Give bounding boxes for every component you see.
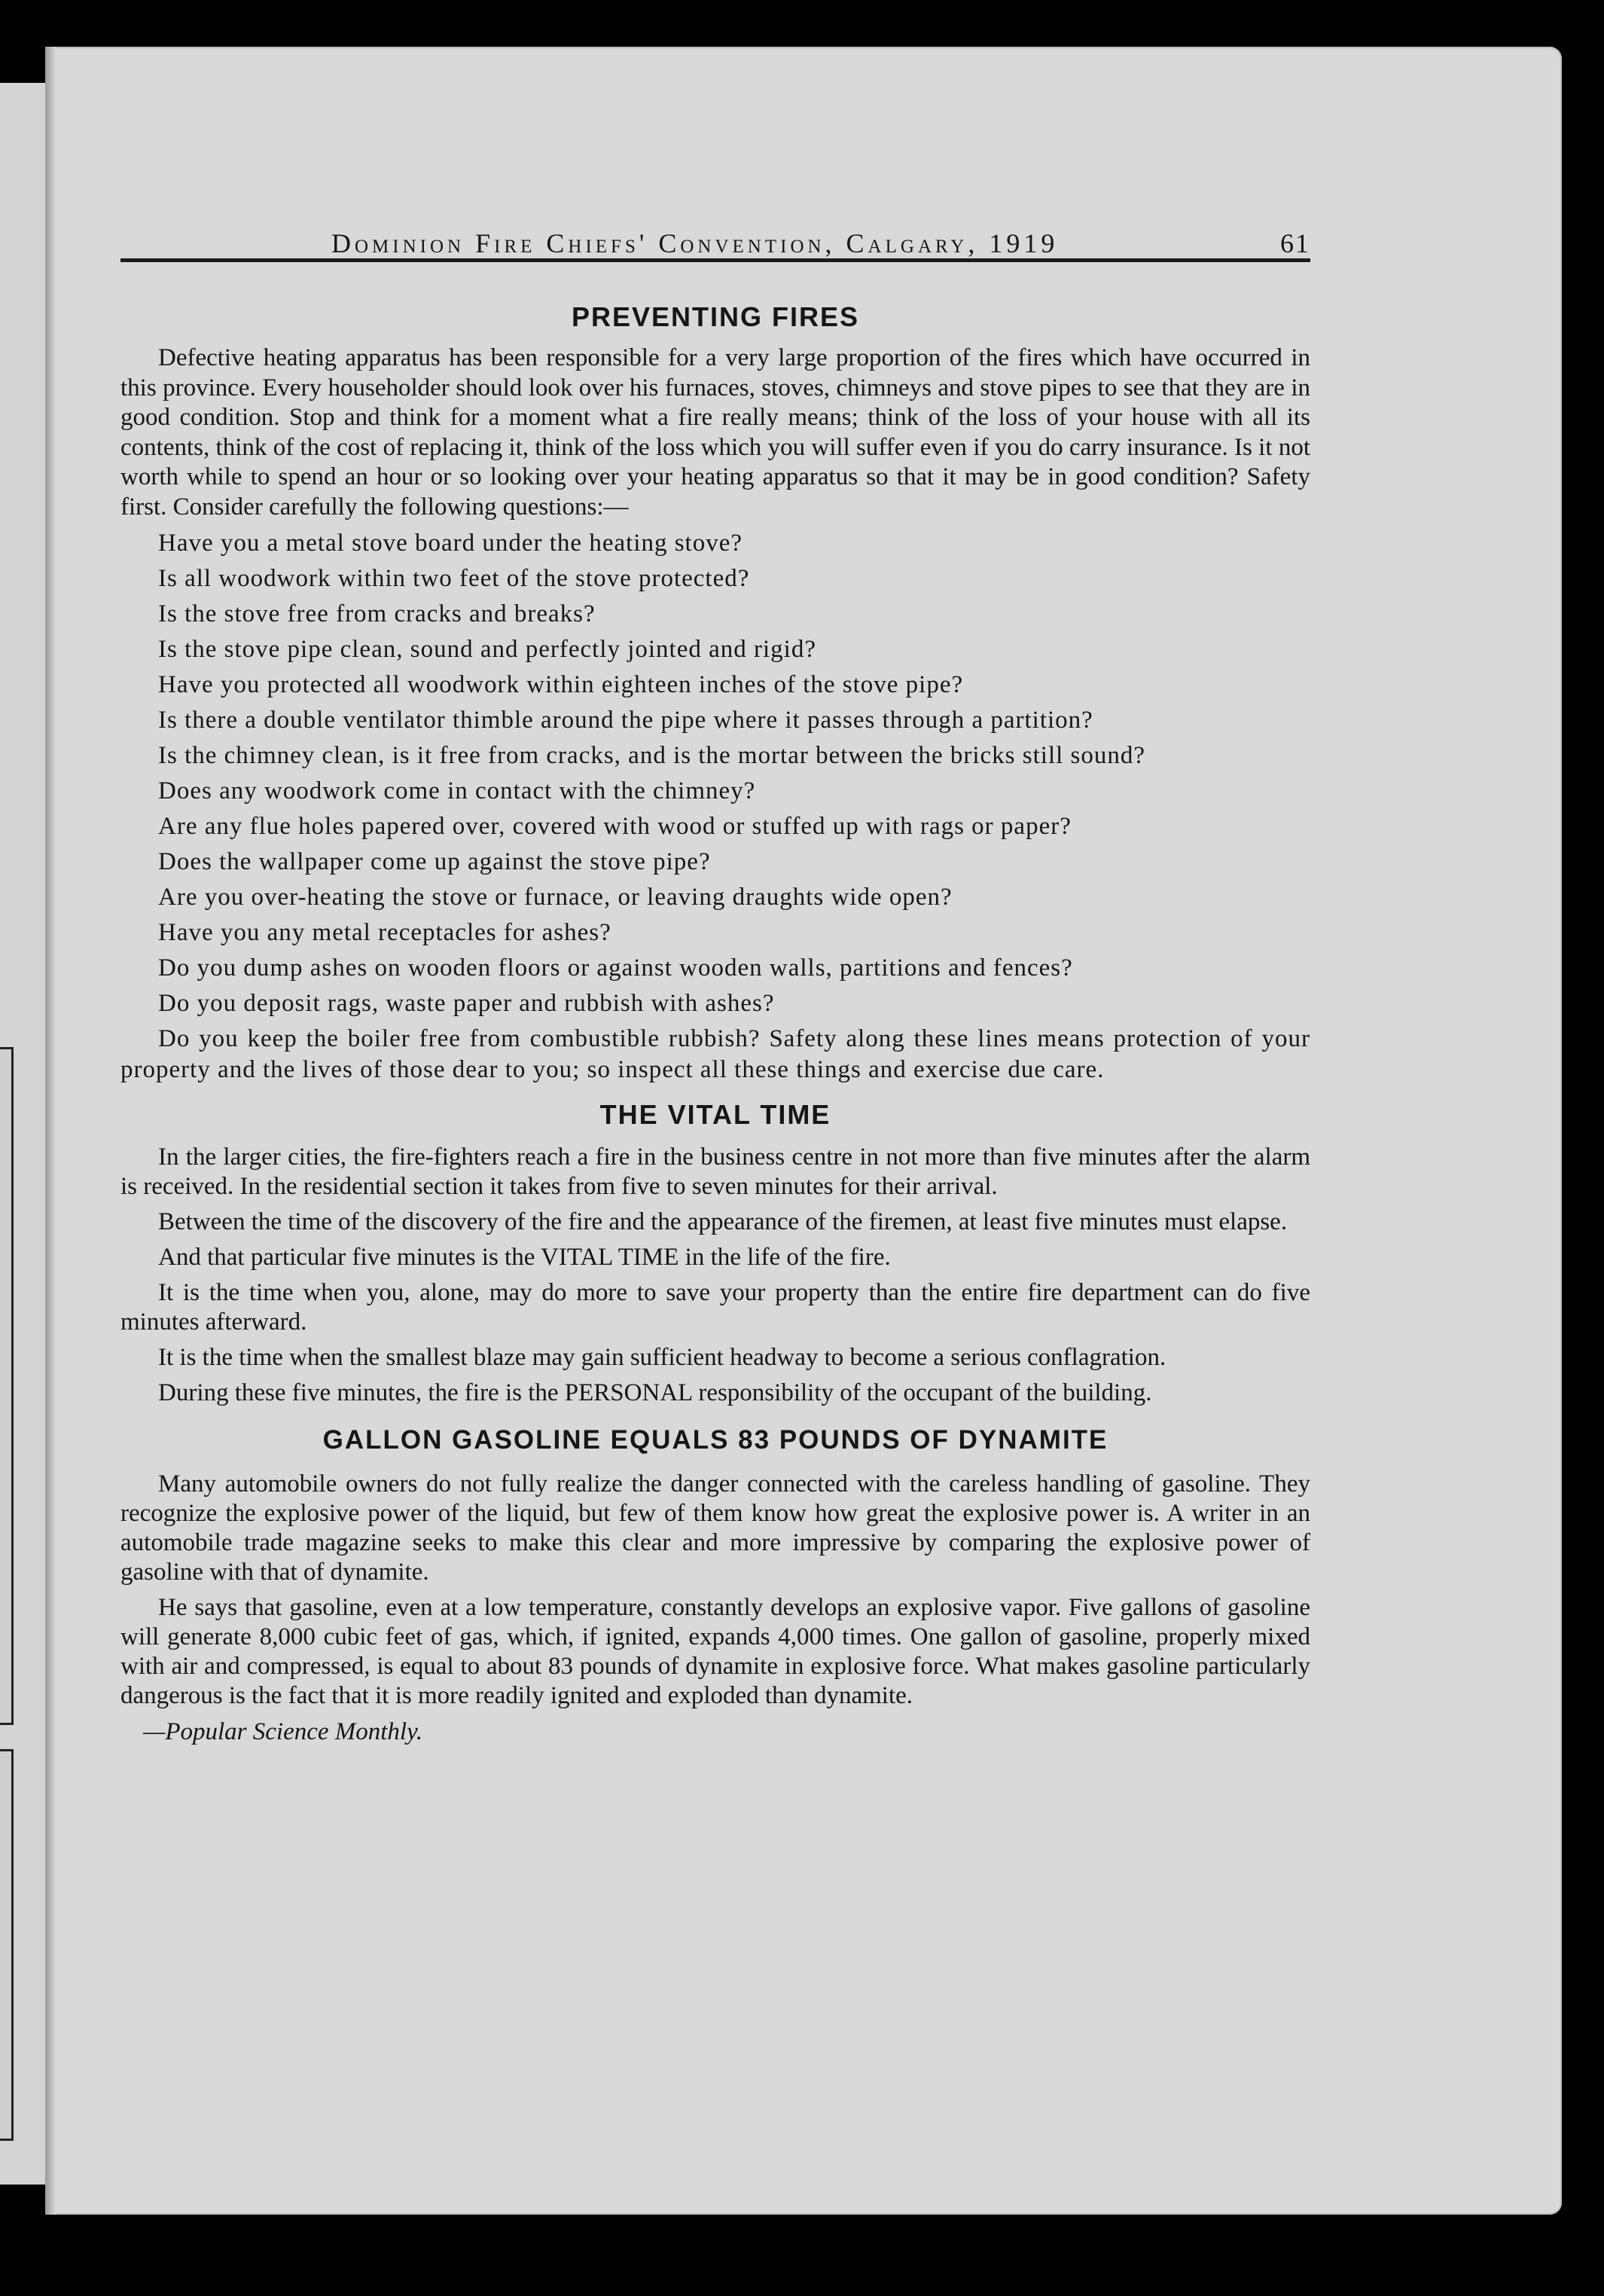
- preventing-fires-intro: Defective heating apparatus has been responsible for a very large proportion of the fires which have occurred in this province. Every householder should look over his furnaces, stoves, chimneys and stove pipes to see that they are in good condition. Stop and think for a moment what a fire really means; think of the loss of your house with all its contents, think of the cost of replacing it, think of the loss which you will suffer even if you do carry insurance. Is it not worth while to spend an hour or so looking over your heating apparatus so that it may be in good condition? Safety first. Consider carefully the following questions:—: [120, 344, 1310, 521]
- page-spine-shadow: [45, 47, 56, 2215]
- gasoline-paragraph-1: Many automobile owners do not fully realize the danger connected with the careless handling of gasoline. They recognize the explosive power of the liquid, but few of them know how great the explosive power is. A writer in an automobile trade magazine seeks to make this clear and more impressive by comparing the explosive power of gasoline with that of dynamite.: [120, 1470, 1310, 1586]
- vital-time-paragraph-6: During these five minutes, the fire is the PERSONAL responsibility of the occupant of the building.: [158, 1379, 1152, 1406]
- question-3: Is the stove free from cracks and breaks?: [158, 600, 596, 627]
- heading-vital-time: THE VITAL TIME: [599, 1099, 831, 1130]
- question-14: Do you deposit rags, waste paper and rubbish with ashes?: [158, 990, 775, 1017]
- gasoline-paragraph-2: He says that gasoline, even at a low temperature, constantly develops an explosive vapor. Five gallons of gasoline will generate 8,000 cubic feet of gas, which, if ignited, expands 4,000 times. One gallon of gasoline, properly mixed with air and compressed, is equal to about 83 pounds of dynamite in explosive force. What makes gasoline particularly dangerous is the fact that it is more readily ignited and exploded than dynamite.: [120, 1594, 1310, 1709]
- source-credit: —Popular Science Monthly.: [143, 1718, 423, 1745]
- facing-page-box-upper: [0, 1047, 14, 1725]
- page-number: 61: [1280, 228, 1310, 258]
- question-8: Does any woodwork come in contact with the chimney?: [158, 777, 756, 805]
- vital-time-paragraph-4: It is the time when you, alone, may do more to save your property than the entire fire department can do five minutes afterward.: [120, 1279, 1310, 1336]
- vital-time-paragraph-1: In the larger cities, the fire-fighters reach a fire in the business centre in not more than five minutes after the alarm is received. In the residential section it takes from five to seven minutes for their arrival.: [120, 1143, 1310, 1200]
- question-12: Have you any metal receptacles for ashes?: [158, 919, 611, 946]
- question-6: Is there a double ventilator thimble around the pipe where it passes through a partition?: [158, 707, 1093, 734]
- page-content: [120, 226, 1310, 1747]
- question-15: Do you keep the boiler free from combustible rubbish? Safety along these lines means protection of your property and the lives of those dear to you; so inspect all these things and exercise due care.: [120, 1025, 1310, 1083]
- question-11: Are you over-heating the stove or furnace, or leaving draughts wide open?: [158, 884, 953, 911]
- question-2: Is all woodwork within two feet of the stove protected?: [158, 565, 750, 592]
- question-9: Are any flue holes papered over, covered with wood or stuffed up with rags or paper?: [158, 813, 1072, 840]
- running-head: [120, 226, 1310, 262]
- question-5: Have you protected all woodwork within eighteen inches of the stove pipe?: [158, 671, 964, 698]
- question-7: Is the chimney clean, is it free from cracks, and is the mortar between the bricks still sound?: [158, 742, 1146, 769]
- heading-preventing-fires: PREVENTING FIRES: [571, 301, 860, 332]
- question-10: Does the wallpaper come up against the stove pipe?: [158, 848, 711, 875]
- facing-page-box-lower: [0, 1749, 14, 2141]
- question-13: Do you dump ashes on wooden floors or against wooden walls, partitions and fences?: [158, 954, 1073, 982]
- vital-time-paragraph-3: And that particular five minutes is the VITAL TIME in the life of the fire.: [158, 1244, 891, 1271]
- vital-time-paragraph-5: It is the time when the smallest blaze may gain sufficient headway to become a serious conflagration.: [158, 1344, 1166, 1371]
- vital-time-paragraph-2: Between the time of the discovery of the fire and the appearance of the firemen, at least five minutes must elapse.: [158, 1208, 1288, 1235]
- running-head-title: Dominion Fire Chiefs' Convention, Calgary, 1919: [331, 228, 1059, 258]
- question-4: Is the stove pipe clean, sound and perfectly jointed and rigid?: [158, 636, 816, 663]
- heading-gallon-gasoline: GALLON GASOLINE EQUALS 83 POUNDS OF DYNAMITE: [322, 1425, 1108, 1455]
- question-1: Have you a metal stove board under the heating stove?: [158, 530, 743, 557]
